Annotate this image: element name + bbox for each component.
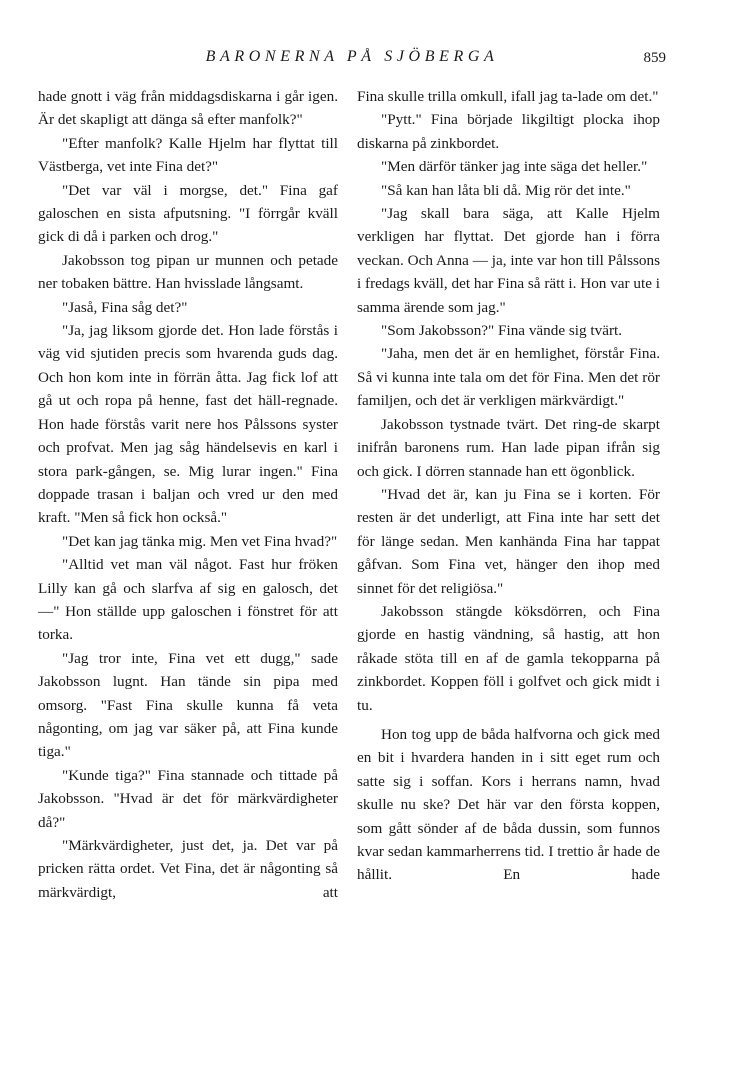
paragraph: "Som Jakobsson?" Fina vände sig tvärt. [381,322,623,340]
paragraph: "Jag tror inte, Fina vet ett dugg," sade Jakobsson lugnt. Han tände sin pipa med omsorg. "Fast Fina skulle kunna få veta någonting, om jag var säker på, att Fina kunde tiga." [38,649,338,761]
running-header [38,48,666,74]
paragraph: Fina skulle trilla omkull, ifall jag ta-lade om det." [357,88,659,105]
page-number: 859 [643,50,666,66]
paragraph: "Hvad det är, kan ju Fina se i korten. För resten är det underligt, att Fina inte har sett det för länge sedan. Men kanhända Fina har tappat gåfvan. Som Fina vet, hänger den ihop med sinnet för det religiösa." [357,485,660,597]
paragraph: "Märkvärdigheter, just det, ja. Det var på pricken rätta ordet. Vet Fina, det är någonting så märkvärdigt, att [38,837,338,901]
paragraph: hade gnott i väg från middagsdiskarna i går igen. Är det skapligt att dänga så efter manfolk?" [38,88,338,129]
left-column [38,85,338,904]
paragraph: "Så kan han låta bli då. Mig rör det inte." [381,181,631,199]
paragraph: "Efter manfolk? Kalle Hjelm har flyttat till Västberga, vet inte Fina det?" [38,134,338,176]
paragraph: "Jaha, men det är en hemlighet, förstår Fina. Så vi kunna inte tala om det för Fina. Men det rör familjen, och det är verkligen märkvärdigt." [357,345,660,410]
paragraph: "Jag skall bara säga, att Kalle Hjelm verkligen har flyttat. Det gjorde han i förra veckan. Och Anna — ja, inte var hon till Pålssons i fredags kväll, det har Fina så rätt i. Hon var ute i samma ärende som jag." [357,205,660,316]
paragraph: "Men därför tänker jag inte säga det heller." [381,158,648,176]
paragraph: Jakobsson tog pipan ur munnen och petade ner tobaken bättre. Han hvisslade långsamt. [38,251,338,293]
paragraph: Jakobsson stängde köksdörren, och Fina gjorde en hastig vändning, så hastig, att hon råkade stöta till en af de gamla tekopparna på zinkbordet. Koppen föll i golfvet och gick midt i tu. [357,602,660,714]
paragraph: "Ja, jag liksom gjorde det. Hon lade förstås i väg vid sjutiden precis som hvarenda guds dag. Och hon kom inte in förrän åtta. Jag fick lof att gå ut och ropa på henne, fast det häll-regnade. Hon hade förstås varit nere hos Pålssons syster och profvat. Men jag såg händelsevis en karl i stora park-gången, se. Mig lurar ingen." Fina doppade trasan i baljan och vred ur den med kraft. "Men så fick hon också." [38,322,338,527]
running-title: BARONERNA PÅ SJÖBERGA [205,48,499,65]
paragraph: Hon tog upp de båda halfvorna och gick med en bit i hvardera handen in i sitt eget rum och satte sig i soffan. Kors i herrans namn, hvad skulle nu ske? Det här var den första koppen, som gått sönder af de båda dussin, som funnos kvar sedan kammarherrens tid. I trettio år hade de hållit. En hade [357,725,660,884]
paragraph: Jakobsson tystnade tvärt. Det ring-de skarpt inifrån baronens rum. Han lade pipan ifrån sig och gick. I dörren stannade han ett ögonblick. [357,415,660,480]
paragraph: "Alltid vet man väl något. Fast hur fröken Lilly kan gå och slarfva af sig en galosch, det —" Hon ställde upp galoschen i fönstret för att torka. [38,556,338,644]
paragraph: "Jaså, Fina såg det?" [62,298,188,316]
paragraph: "Det var väl i morgse, det." Fina gaf galoschen en sista afputsning. "I förrgår kväll gick di då i parken och drog." [38,181,338,246]
paragraph: "Kunde tiga?" Fina stannade och tittade på Jakobsson. "Hvad är det för märkvärdigheter då?" [38,766,338,831]
right-column [357,85,660,887]
paragraph: "Pytt." Fina började likgiltigt plocka ihop diskarna på zinkbordet. [357,111,660,152]
paragraph: "Det kan jag tänka mig. Men vet Fina hvad?" [62,532,338,550]
